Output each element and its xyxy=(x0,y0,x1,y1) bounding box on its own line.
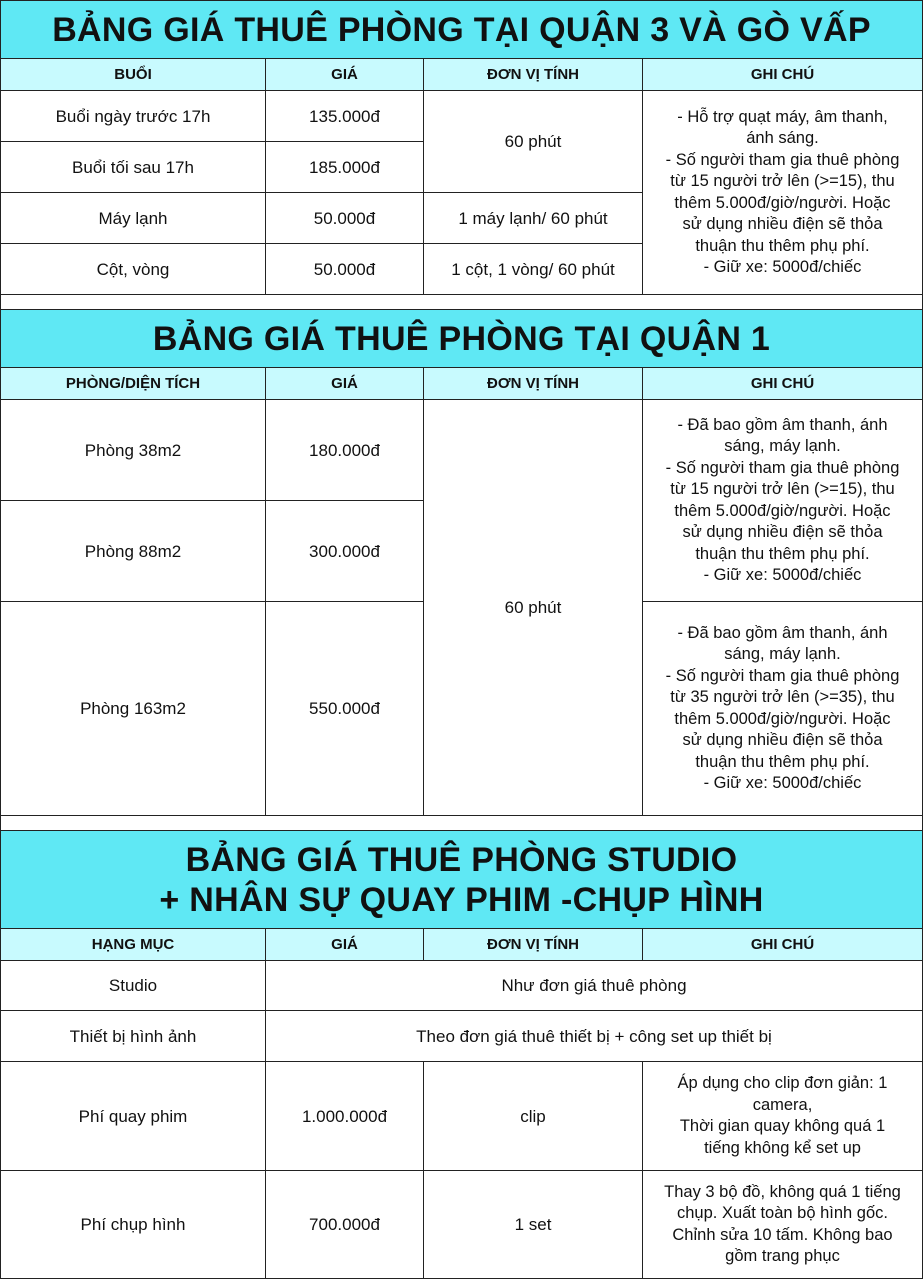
row-item: Phòng 88m2 xyxy=(1,501,266,602)
row-price: 135.000đ xyxy=(266,91,424,142)
table-row xyxy=(1,400,923,501)
row-item: Phòng 163m2 xyxy=(1,602,266,816)
row-price: 1.000.000đ xyxy=(266,1062,424,1171)
note-line: sử dụng nhiều điện sẽ thỏa xyxy=(682,523,883,541)
note-line: thuận thu thêm phụ phí. xyxy=(695,236,870,255)
row-price: 50.000đ xyxy=(266,193,424,244)
note-line: sáng, máy lạnh. xyxy=(724,437,841,455)
header-gia: GIÁ xyxy=(266,368,424,400)
note-line: chụp. Xuất toàn bộ hình gốc. xyxy=(677,1204,888,1222)
row-price: 700.000đ xyxy=(266,1171,424,1279)
table-row xyxy=(1,1062,923,1171)
row-item: Phí chụp hình xyxy=(1,1171,266,1279)
note-line: - Hỗ trợ quạt máy, âm thanh, xyxy=(677,107,888,126)
row-price: 185.000đ xyxy=(266,142,424,193)
note-line: camera, xyxy=(752,1095,813,1114)
row-price: 180.000đ xyxy=(266,400,424,501)
header-hang-muc: HẠNG MỤC xyxy=(1,929,266,961)
note-line: - Giữ xe: 5000đ/chiếc xyxy=(703,258,862,276)
note-line: từ 15 người trở lên (>=15), thu xyxy=(670,480,895,498)
row-unit-shared: 60 phút xyxy=(424,400,643,816)
note-line: sử dụng nhiều điện sẽ thỏa xyxy=(682,731,883,749)
table-row xyxy=(1,91,923,142)
note-line: - Giữ xe: 5000đ/chiếc xyxy=(703,566,862,584)
note-line: - Số người tham gia thuê phòng xyxy=(665,150,900,169)
note-line: thêm 5.000đ/giờ/người. Hoặc xyxy=(674,193,891,212)
video-note xyxy=(643,1062,923,1171)
note-line: tiếng không kể set up xyxy=(704,1138,861,1157)
header-ghi-chu: GHI CHÚ xyxy=(643,368,923,400)
section2-title-row xyxy=(1,310,923,368)
header-ghi-chu: GHI CHÚ xyxy=(643,929,923,961)
note-line: từ 35 người trở lên (>=35), thu xyxy=(670,688,895,706)
section-gap xyxy=(1,816,923,831)
header-phong: PHÒNG/DIỆN TÍCH xyxy=(1,368,266,400)
section2-header-row xyxy=(1,368,923,400)
section2-title: BẢNG GIÁ THUÊ PHÒNG TẠI QUẬN 1 xyxy=(1,310,923,368)
header-don-vi: ĐƠN VỊ TÍNH xyxy=(424,368,643,400)
note-line: - Đã bao gồm âm thanh, ánh xyxy=(677,623,888,642)
note-line: gồm trang phục xyxy=(725,1247,840,1265)
row-item: Buổi tối sau 17h xyxy=(1,142,266,193)
note-line: - Giữ xe: 5000đ/chiếc xyxy=(703,774,862,792)
row-unit: clip xyxy=(424,1062,643,1171)
note-line: ánh sáng. xyxy=(746,129,819,147)
row-item: Phí quay phim xyxy=(1,1062,266,1171)
row-item: Thiết bị hình ảnh xyxy=(1,1011,266,1062)
row-merged: Theo đơn giá thuê thiết bị + công set up thiết bị xyxy=(266,1011,923,1062)
note-line: sáng, máy lạnh. xyxy=(724,645,841,663)
note-line: - Số người tham gia thuê phòng xyxy=(665,666,900,685)
row-unit: 1 máy lạnh/ 60 phút xyxy=(424,193,643,244)
note-line: thuận thu thêm phụ phí. xyxy=(695,752,870,771)
row-item: Cột, vòng xyxy=(1,244,266,295)
row-item: Máy lạnh xyxy=(1,193,266,244)
section3-title-line1: BẢNG GIÁ THUÊ PHÒNG STUDIO xyxy=(185,840,738,879)
header-gia: GIÁ xyxy=(266,59,424,91)
photo-note xyxy=(643,1171,923,1279)
section2-note-2 xyxy=(643,602,923,816)
section3-title-line2: + NHÂN SỰ QUAY PHIM -CHỤP HÌNH xyxy=(159,880,764,919)
header-gia: GIÁ xyxy=(266,929,424,961)
note-line: Thay 3 bộ đồ, không quá 1 tiếng xyxy=(664,1182,901,1201)
table-row xyxy=(1,1011,923,1062)
row-unit: 1 set xyxy=(424,1171,643,1279)
section1-note xyxy=(643,91,923,295)
note-line: từ 15 người trở lên (>=15), thu xyxy=(670,172,895,190)
note-line: thuận thu thêm phụ phí. xyxy=(695,544,870,563)
header-don-vi: ĐƠN VỊ TÍNH xyxy=(424,59,643,91)
header-buoi: BUỔI xyxy=(1,59,266,91)
row-item: Buổi ngày trước 17h xyxy=(1,91,266,142)
note-line: - Số người tham gia thuê phòng xyxy=(665,458,900,477)
section1-title-row xyxy=(1,1,923,59)
row-item: Phòng 38m2 xyxy=(1,400,266,501)
note-line: Thời gian quay không quá 1 xyxy=(679,1117,886,1135)
row-price: 300.000đ xyxy=(266,501,424,602)
note-line: thêm 5.000đ/giờ/người. Hoặc xyxy=(674,709,891,728)
header-ghi-chu: GHI CHÚ xyxy=(643,59,923,91)
section3-title xyxy=(1,831,923,929)
note-line: thêm 5.000đ/giờ/người. Hoặc xyxy=(674,501,891,520)
note-line: - Đã bao gồm âm thanh, ánh xyxy=(677,415,888,434)
table-row xyxy=(1,961,923,1011)
row-unit-shared: 60 phút xyxy=(424,91,643,193)
note-line: Chỉnh sửa 10 tấm. Không bao xyxy=(672,1225,893,1244)
section2-note-1 xyxy=(643,400,923,602)
row-price: 550.000đ xyxy=(266,602,424,816)
row-price: 50.000đ xyxy=(266,244,424,295)
row-merged: Như đơn giá thuê phòng xyxy=(266,961,923,1011)
table-row xyxy=(1,1171,923,1279)
row-unit: 1 cột, 1 vòng/ 60 phút xyxy=(424,244,643,295)
note-line: Áp dụng cho clip đơn giản: 1 xyxy=(677,1074,888,1092)
row-item: Studio xyxy=(1,961,266,1011)
section1-title: BẢNG GIÁ THUÊ PHÒNG TẠI QUẬN 3 VÀ GÒ VẤP xyxy=(1,1,923,59)
section-gap xyxy=(1,295,923,310)
section1-header-row xyxy=(1,59,923,91)
section3-header-row xyxy=(1,929,923,961)
note-line: sử dụng nhiều điện sẽ thỏa xyxy=(682,215,883,233)
header-don-vi: ĐƠN VỊ TÍNH xyxy=(424,929,643,961)
section3-title-row xyxy=(1,831,923,929)
